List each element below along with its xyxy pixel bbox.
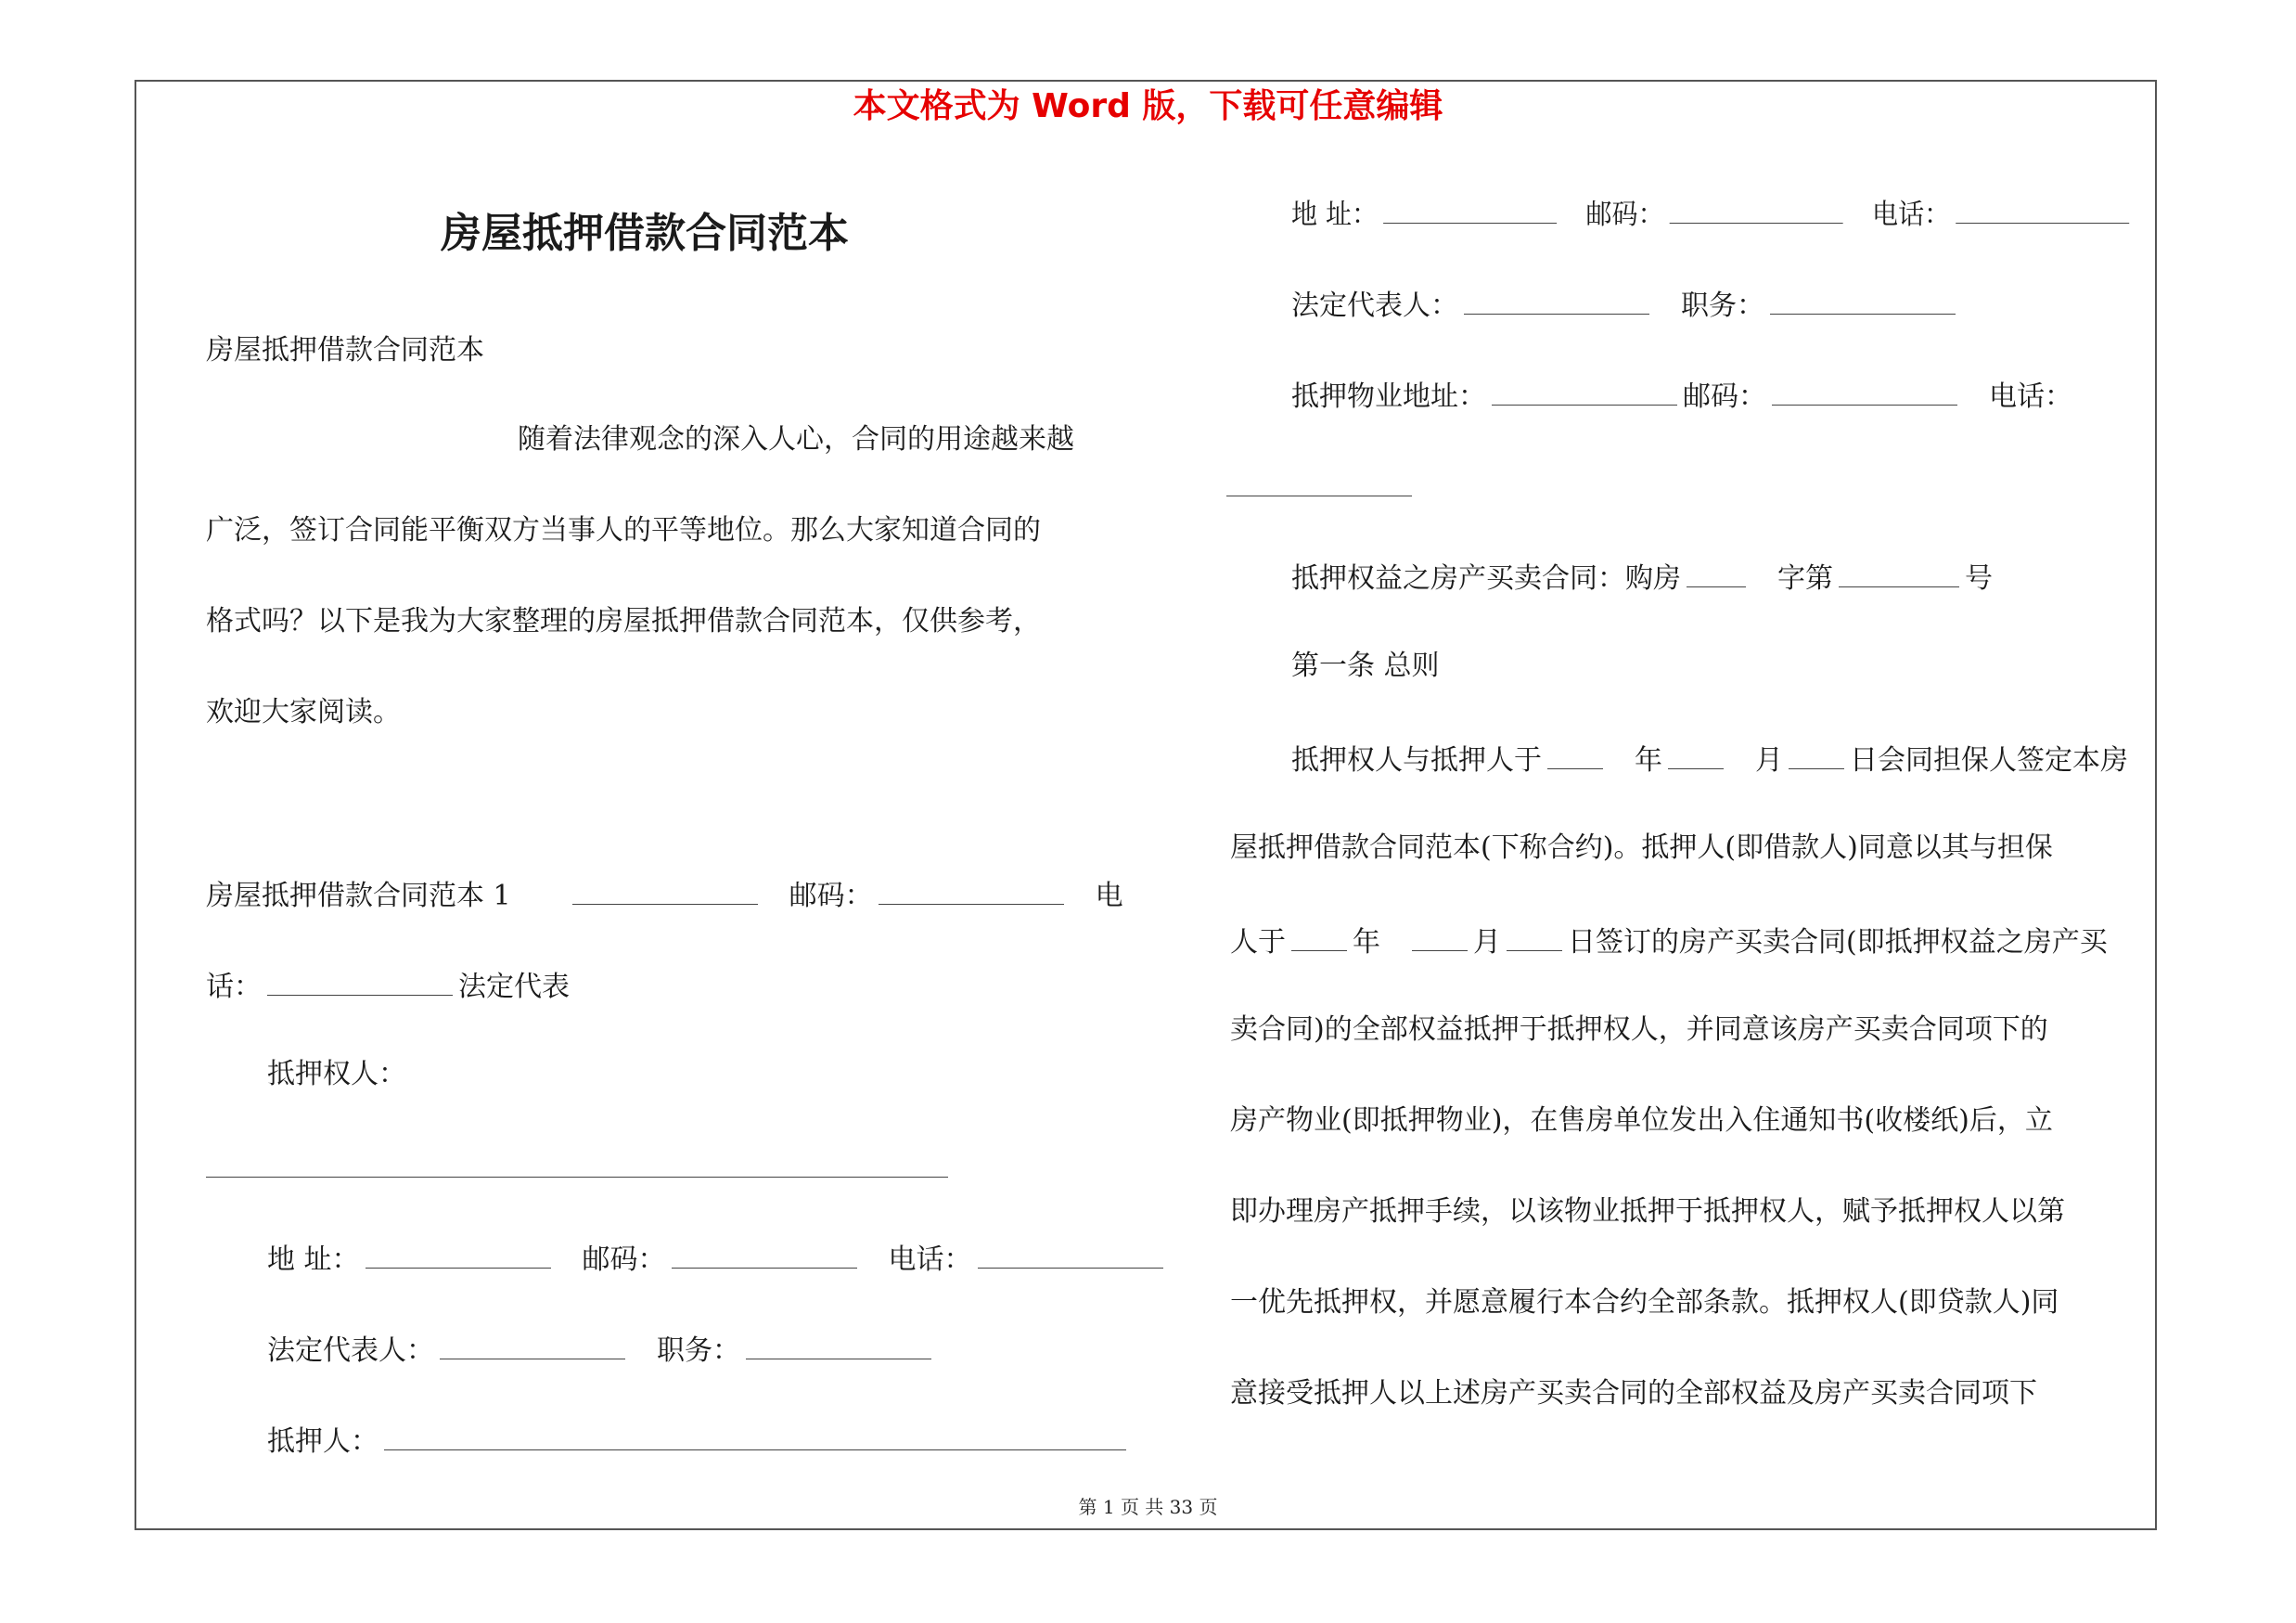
left-legal-rep-line <box>267 1327 937 1372</box>
paragraph-text: 人于 <box>1230 926 1286 959</box>
blank-field <box>746 1327 931 1359</box>
blank-field <box>572 872 758 905</box>
blank-field <box>1956 191 2129 224</box>
page-footer: 第 1 页 共 33 页 <box>1078 1496 1218 1518</box>
phone-label: 电话： <box>1989 380 2072 413</box>
blank-field <box>1789 737 1844 769</box>
property-address-line <box>1291 373 2072 418</box>
sample-heading: 房屋抵押借款合同范本 1 <box>206 880 511 912</box>
blank-field <box>978 1236 1163 1269</box>
phone-label-part: 电 <box>1095 880 1123 912</box>
blank-field <box>440 1327 625 1359</box>
position-label: 职务： <box>657 1334 740 1367</box>
blank-field <box>1412 919 1468 951</box>
paragraph-line-1 <box>1291 737 2128 781</box>
postcode-label: 邮码： <box>1585 199 1664 231</box>
postcode-label: 邮码： <box>1683 380 1766 413</box>
word-format-banner: 本文格式为 Word 版，下载可任意编辑 <box>853 87 1443 125</box>
intro-line-4: 欢迎大家阅读。 <box>206 696 401 728</box>
blank-field <box>1839 555 1959 587</box>
year-label: 年 <box>1635 744 1662 777</box>
paragraph-text: 日签订的房产买卖合同(即抵押权益之房产买 <box>1568 926 2108 959</box>
year-label: 年 <box>1353 926 1380 959</box>
blank-field <box>1770 282 1956 315</box>
address-label: 地 址： <box>267 1243 360 1276</box>
paragraph-line-8: 意接受抵押人以上述房产买卖合同的全部权益及房产买卖合同项下 <box>1230 1377 2037 1410</box>
article-1-heading: 第一条 总则 <box>1291 650 1440 682</box>
mortgagee-blank-line <box>206 1177 948 1178</box>
mortgagee-label: 抵押权人： <box>267 1058 406 1090</box>
blank-field <box>1291 919 1347 951</box>
intro-line-3: 格式吗？以下是我为大家整理的房屋抵押借款合同范本，仅供参考， <box>206 605 1041 638</box>
blank-field <box>1492 373 1677 406</box>
legal-rep-label: 法定代表人： <box>1291 290 1458 322</box>
blank-field <box>384 1418 1126 1450</box>
contract-ref-line <box>1291 555 1993 599</box>
phone-label-part: 话： <box>206 971 262 1003</box>
paragraph-line-4: 卖合同)的全部权益抵押于抵押权人，并同意该房产买卖合同项下的 <box>1230 1013 2048 1046</box>
blank-field <box>366 1236 551 1269</box>
blank-field <box>1687 555 1746 587</box>
phone-label: 电话： <box>1872 199 1951 231</box>
mortgagor-line <box>267 1418 1132 1462</box>
month-label: 月 <box>1755 744 1783 777</box>
blank-field <box>879 872 1064 905</box>
paragraph-line-5: 房产物业(即抵押物业)，在售房单位发出入住通知书(收楼纸)后，立 <box>1230 1104 2053 1137</box>
blank-field <box>1464 282 1649 315</box>
phone-label: 电话： <box>888 1243 972 1276</box>
paragraph-line-7: 一优先抵押权，并愿意履行本合约全部条款。抵押权人(即贷款人)同 <box>1230 1286 2059 1319</box>
document-title: 房屋抵押借款合同范本 <box>441 210 849 257</box>
blank-field <box>1772 373 1957 406</box>
month-label: 月 <box>1473 926 1501 959</box>
legal-rep-label: 法定代表人： <box>267 1334 434 1367</box>
phone-legal-line <box>206 963 570 1008</box>
blank-field <box>1383 191 1557 224</box>
intro-line-2: 广泛，签订合同能平衡双方当事人的平等地位。那么大家知道合同的 <box>206 514 1041 547</box>
intro-line-1: 随着法律观念的深入人心，合同的用途越来越 <box>518 423 1074 456</box>
paragraph-line-2: 屋抵押借款合同范本(下称合约)。抵押人(即借款人)同意以其与担保 <box>1230 831 2053 864</box>
postcode-label: 邮码： <box>789 880 873 912</box>
postcode-label: 邮码： <box>582 1243 666 1276</box>
sample-heading-line <box>206 872 1123 917</box>
blank-field <box>1507 919 1562 951</box>
blank-field <box>672 1236 857 1269</box>
left-address-line <box>267 1236 1169 1281</box>
contract-label: 抵押权益之房产买卖合同：购房 <box>1291 562 1681 595</box>
blank-field <box>1669 191 1842 224</box>
blank-field <box>1547 737 1603 769</box>
contract-hao-label: 号 <box>1965 562 1993 595</box>
address-label: 地 址： <box>1291 199 1379 231</box>
paragraph-text: 日会同担保人签定本房 <box>1850 744 2128 777</box>
legal-rep-label: 法定代表 <box>458 971 570 1003</box>
left-subtitle: 房屋抵押借款合同范本 <box>206 334 484 367</box>
paragraph-line-6: 即办理房产抵押手续，以该物业抵押于抵押权人，赋予抵押权人以第 <box>1230 1195 2065 1228</box>
contract-zi-label: 字第 <box>1777 562 1833 595</box>
mortgagor-label: 抵押人： <box>267 1425 378 1458</box>
paragraph-text: 抵押权人与抵押人于 <box>1291 744 1542 777</box>
property-address-label: 抵押物业地址： <box>1291 380 1486 413</box>
position-label: 职务： <box>1681 290 1764 322</box>
blank-field <box>1668 737 1724 769</box>
paragraph-line-3 <box>1230 919 2108 963</box>
blank-field <box>267 963 453 996</box>
right-address-line <box>1291 191 2134 236</box>
right-legal-rep-line <box>1291 282 1961 327</box>
